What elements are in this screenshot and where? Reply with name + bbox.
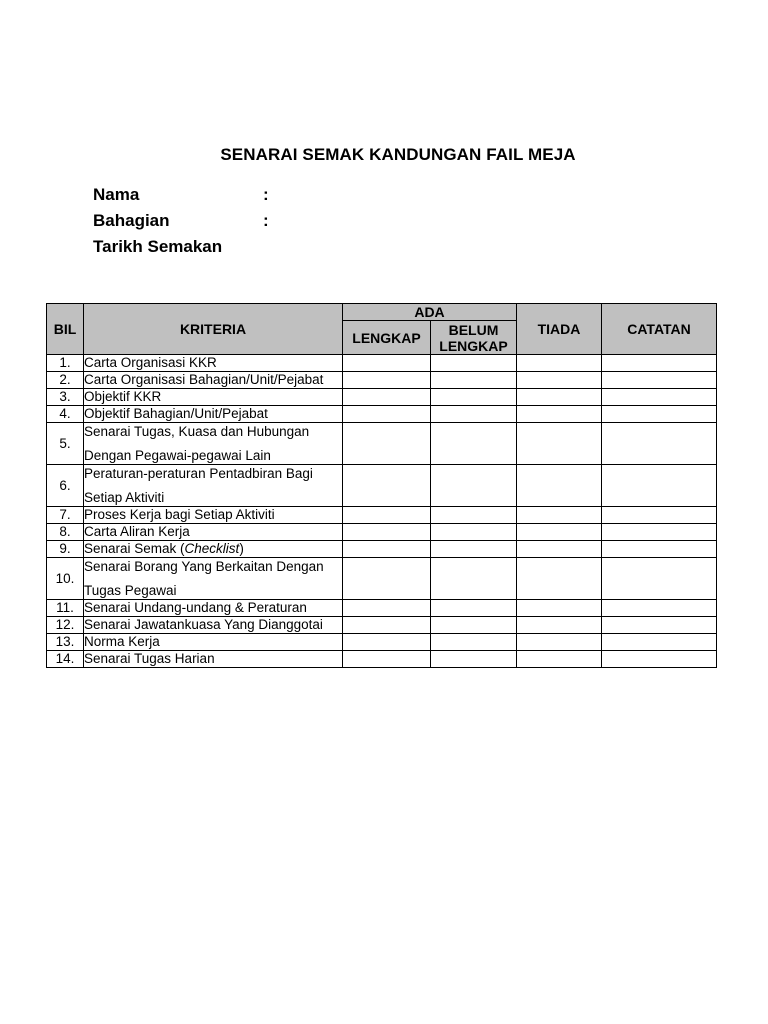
row-kriteria-line2: Dengan Pegawai-pegawai Lain [84,447,271,463]
cell-belum-lengkap[interactable] [431,558,517,600]
table-row [47,372,717,389]
cell-tiada[interactable] [517,423,602,465]
field-nama [93,185,269,205]
row-kriteria-text: Senarai Tugas, Kuasa dan Hubungan [84,423,310,439]
row-kriteria-text: Carta Organisasi KKR [84,355,217,370]
header-kriteria: KRITERIA [84,304,343,355]
cell-belum-lengkap[interactable] [431,617,517,634]
row-kriteria-text: Senarai Borang Yang Berkaitan Dengan [84,558,324,574]
row-bil: 7. [47,507,84,524]
cell-belum-lengkap[interactable] [431,465,517,507]
row-kriteria-text: Proses Kerja bagi Setiap Aktiviti [84,507,275,522]
cell-belum-lengkap[interactable] [431,524,517,541]
row-bil: 11. [47,600,84,617]
row-kriteria-line2: Setiap Aktiviti [84,489,165,505]
row-kriteria-after: ) [239,541,244,556]
table-row [47,558,717,600]
cell-lengkap[interactable] [343,406,431,423]
table-row [47,634,717,651]
field-tarikh-semakan-label: Tarikh Semakan [93,237,223,256]
row-kriteria [84,600,343,617]
header-belum-lengkap-line2: LENGKAP [439,337,508,354]
row-bil: 14. [47,651,84,668]
row-kriteria [84,524,343,541]
row-bil: 10. [47,558,84,600]
cell-tiada[interactable] [517,389,602,406]
row-bil: 3. [47,389,84,406]
table-row [47,389,717,406]
cell-tiada[interactable] [517,355,602,372]
row-bil: 1. [47,355,84,372]
cell-catatan[interactable] [602,617,717,634]
header-bil: BIL [47,304,84,355]
checklist-table [46,303,717,668]
cell-catatan[interactable] [602,406,717,423]
row-bil: 8. [47,524,84,541]
row-kriteria [84,651,343,668]
cell-catatan[interactable] [602,423,717,465]
table-row [47,355,717,372]
cell-catatan[interactable] [602,600,717,617]
table-row [47,600,717,617]
cell-catatan[interactable] [602,355,717,372]
row-bil: 9. [47,541,84,558]
cell-catatan[interactable] [602,634,717,651]
row-kriteria [84,541,343,558]
row-kriteria [84,507,343,524]
cell-catatan[interactable] [602,465,717,507]
row-bil: 4. [47,406,84,423]
cell-lengkap[interactable] [343,600,431,617]
cell-belum-lengkap[interactable] [431,372,517,389]
row-kriteria [84,389,343,406]
row-kriteria-text: Senarai Jawatankuasa Yang Dianggotai [84,617,323,632]
cell-lengkap[interactable] [343,423,431,465]
row-kriteria [84,634,343,651]
row-kriteria [84,406,343,423]
row-kriteria [84,465,343,507]
cell-tiada[interactable] [517,541,602,558]
row-bil: 6. [47,465,84,507]
field-tarikh-semakan [93,237,263,257]
cell-belum-lengkap[interactable] [431,634,517,651]
row-kriteria-text: Senarai Tugas Harian [84,651,215,666]
cell-belum-lengkap[interactable] [431,423,517,465]
header-belum-lengkap-line1: BELUM [448,321,499,338]
cell-belum-lengkap[interactable] [431,541,517,558]
document-title: SENARAI SEMAK KANDUNGAN FAIL MEJA [220,145,576,164]
field-nama-label: Nama [93,185,140,204]
field-nama-colon: : [263,185,269,204]
cell-lengkap[interactable] [343,372,431,389]
cell-lengkap[interactable] [343,541,431,558]
cell-lengkap[interactable] [343,651,431,668]
cell-belum-lengkap[interactable] [431,355,517,372]
header-belum-lengkap [431,321,517,355]
cell-catatan[interactable] [602,372,717,389]
cell-tiada[interactable] [517,600,602,617]
row-kriteria-text: Carta Aliran Kerja [84,524,190,539]
table-row [47,524,717,541]
row-kriteria-text: Carta Organisasi Bahagian/Unit/Pejabat [84,372,324,387]
cell-tiada[interactable] [517,651,602,668]
row-kriteria [84,558,343,600]
header-lengkap: LENGKAP [343,321,431,355]
cell-lengkap[interactable] [343,634,431,651]
cell-belum-lengkap[interactable] [431,406,517,423]
cell-tiada[interactable] [517,617,602,634]
cell-tiada[interactable] [517,372,602,389]
cell-belum-lengkap[interactable] [431,600,517,617]
cell-lengkap[interactable] [343,617,431,634]
row-kriteria-text: Senarai Semak ( [84,541,185,556]
header-catatan: CATATAN [602,304,717,355]
cell-catatan[interactable] [602,558,717,600]
table-row [47,465,717,507]
row-kriteria-text: Objektif KKR [84,389,162,404]
field-bahagian-label: Bahagian [93,211,170,230]
cell-lengkap[interactable] [343,558,431,600]
header-ada: ADA [343,304,517,321]
row-kriteria-text: Peraturan-peraturan Pentadbiran Bagi [84,465,313,481]
cell-tiada[interactable] [517,524,602,541]
cell-tiada[interactable] [517,558,602,600]
cell-tiada[interactable] [517,465,602,507]
row-bil: 5. [47,423,84,465]
cell-tiada[interactable] [517,507,602,524]
row-kriteria [84,423,343,465]
table-row [47,423,717,465]
table-row [47,406,717,423]
row-kriteria-text: Senarai Undang-undang & Peraturan [84,600,307,615]
field-bahagian-colon: : [263,211,269,230]
row-bil: 13. [47,634,84,651]
cell-tiada[interactable] [517,406,602,423]
cell-belum-lengkap[interactable] [431,507,517,524]
cell-catatan[interactable] [602,524,717,541]
row-kriteria [84,617,343,634]
cell-belum-lengkap[interactable] [431,651,517,668]
row-kriteria [84,372,343,389]
row-bil: 2. [47,372,84,389]
row-kriteria-text: Objektif Bahagian/Unit/Pejabat [84,406,268,421]
table-row [47,541,717,558]
table-row [47,507,717,524]
row-kriteria-line2: Tugas Pegawai [84,582,177,598]
header-tiada: TIADA [517,304,602,355]
cell-lengkap[interactable] [343,465,431,507]
row-kriteria [84,355,343,372]
row-kriteria-text: Norma Kerja [84,634,160,649]
cell-tiada[interactable] [517,634,602,651]
row-kriteria-italic: Checklist [184,541,240,556]
cell-lengkap[interactable] [343,389,431,406]
cell-catatan[interactable] [602,389,717,406]
table-row [47,617,717,634]
cell-lengkap[interactable] [343,507,431,524]
row-bil: 12. [47,617,84,634]
cell-catatan[interactable] [602,651,717,668]
cell-catatan[interactable] [602,507,717,524]
cell-lengkap[interactable] [343,355,431,372]
table-row [47,651,717,668]
cell-lengkap[interactable] [343,524,431,541]
cell-catatan[interactable] [602,541,717,558]
cell-belum-lengkap[interactable] [431,389,517,406]
field-bahagian [93,211,269,231]
